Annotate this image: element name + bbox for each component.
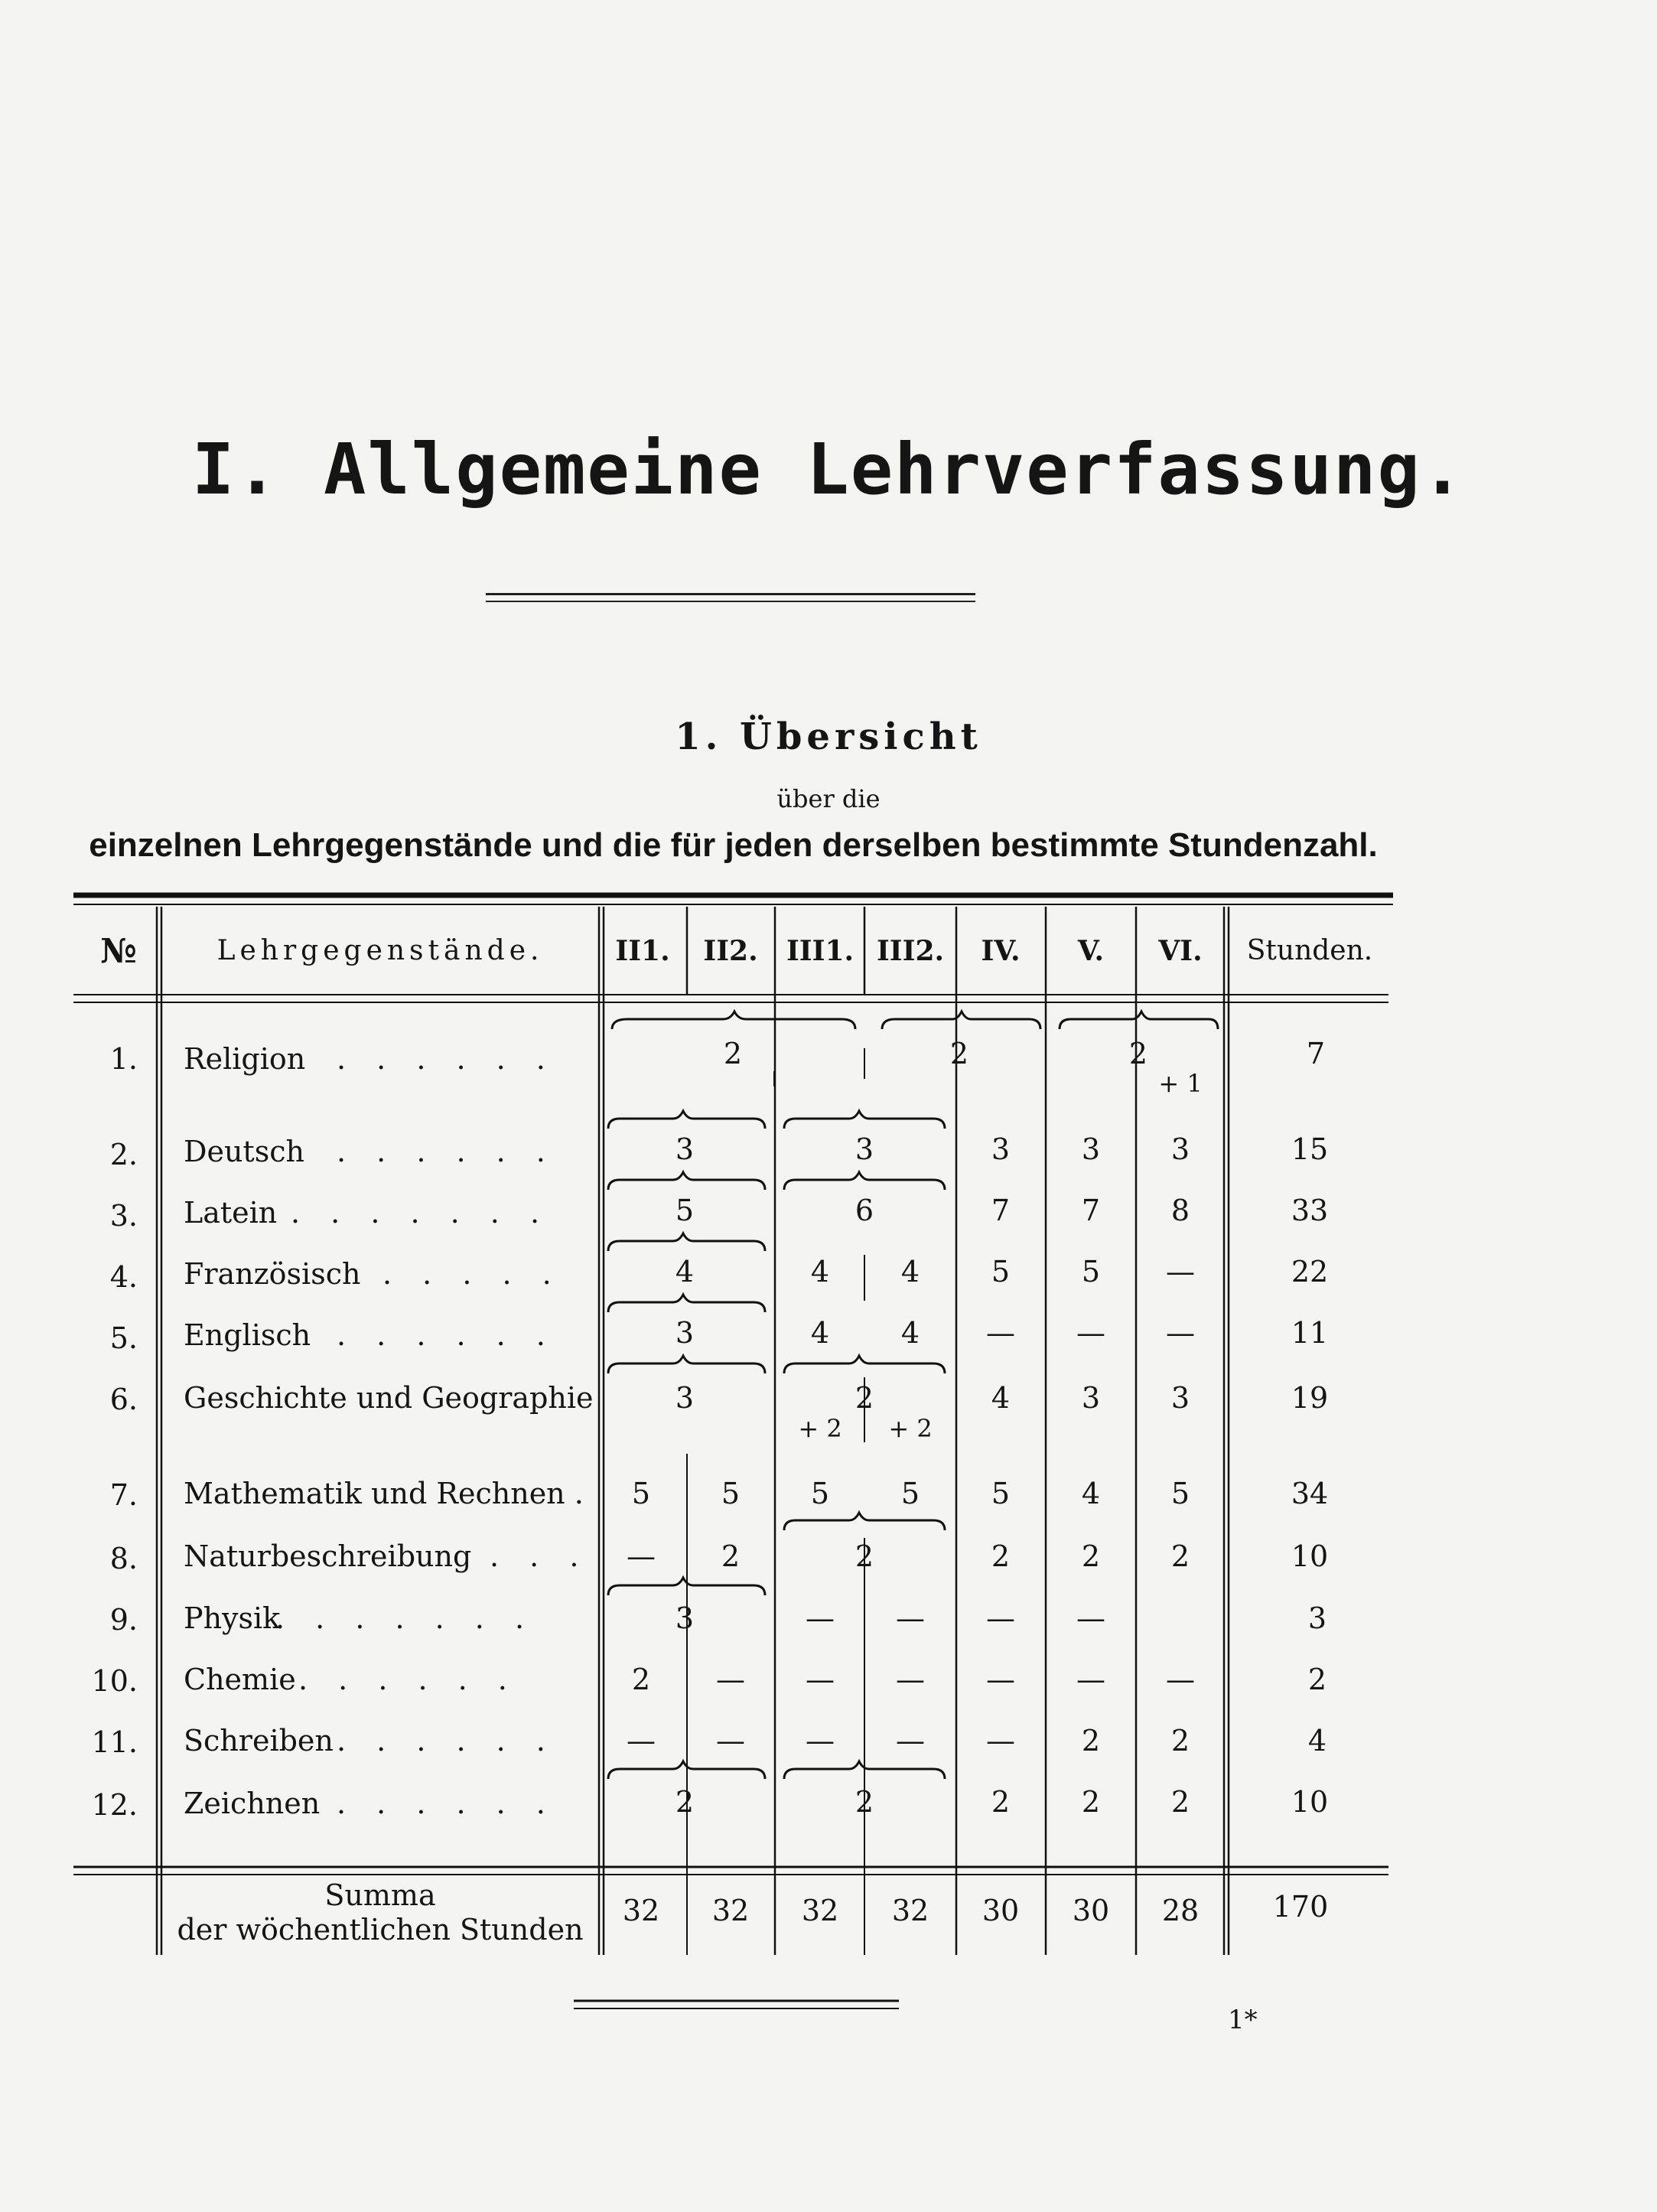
page-number: 1*: [1228, 2005, 1258, 2035]
row-number: 7.: [109, 1478, 138, 1512]
extra-hours: + 2: [888, 1414, 933, 1443]
sum-IV: 30: [982, 1894, 1020, 1927]
row-dots: . . . . . . .: [291, 1196, 551, 1230]
cell-III2: —: [896, 1663, 925, 1696]
section-title: 1. Übersicht: [675, 715, 982, 758]
cell-VI: —: [1166, 1663, 1195, 1696]
cell-VI: 3: [1170, 1381, 1190, 1415]
cell-IV: 4: [991, 1381, 1011, 1415]
merged-cell: 2: [949, 1037, 969, 1070]
row-total: 34: [1291, 1477, 1329, 1510]
header-class-III1: III1.: [786, 935, 855, 967]
section-subtitle-1: über die: [776, 784, 881, 813]
header-total-hours: Stunden.: [1246, 935, 1373, 966]
sum-V: 30: [1072, 1894, 1110, 1927]
merged-cell: 2: [855, 1539, 874, 1573]
cell-II2: —: [716, 1724, 745, 1758]
row-dots: . . .: [490, 1539, 590, 1573]
cell-III1: —: [806, 1663, 835, 1696]
row-total: 3: [1307, 1601, 1327, 1635]
merged-cell: 2: [855, 1381, 874, 1415]
merged-cell: 3: [675, 1132, 695, 1166]
cell-IV: —: [986, 1724, 1015, 1758]
cell-II1: 2: [631, 1663, 651, 1696]
row-dots: . . . . . .: [337, 1787, 556, 1820]
merged-cell: 2: [675, 1785, 695, 1819]
extra-hours: + 2: [798, 1414, 842, 1443]
row-number: 1.: [109, 1042, 138, 1076]
row-total: 33: [1291, 1194, 1329, 1227]
merged-cell: 3: [675, 1381, 695, 1415]
cell-V: 7: [1081, 1194, 1101, 1227]
row-subject: Latein: [184, 1196, 278, 1230]
row-number: 5.: [109, 1321, 138, 1355]
sum-total: 170: [1272, 1890, 1329, 1924]
section-subtitle-2: einzelnen Lehrgegenstände und die für jeden derselben bestimmte Stundenzahl.: [89, 826, 1378, 864]
row-total: 10: [1291, 1785, 1329, 1819]
merged-cell: 3: [675, 1601, 695, 1635]
row-subject: Religion: [184, 1042, 306, 1076]
cell-II1: —: [627, 1539, 656, 1573]
row-dots: . . . . .: [383, 1257, 562, 1291]
cell-VI: 2: [1170, 1785, 1190, 1819]
row-number: 2.: [109, 1138, 138, 1171]
row-total: 2: [1307, 1663, 1327, 1696]
cell-V: —: [1076, 1663, 1105, 1696]
cell-V: 5: [1081, 1255, 1101, 1288]
cell-VI: 3: [1170, 1132, 1190, 1166]
row-number: 4.: [109, 1260, 138, 1294]
cell-II2: —: [716, 1663, 745, 1696]
header-subject: Lehrgegenstände.: [216, 935, 544, 966]
row-subject: Chemie: [184, 1663, 296, 1696]
cell-IV: 2: [991, 1785, 1011, 1819]
cell-III1: 4: [810, 1255, 830, 1288]
cell-II2: 2: [721, 1539, 741, 1573]
cell-IV: —: [986, 1601, 1015, 1635]
cell-III1: 5: [810, 1477, 830, 1510]
row-number: 6.: [109, 1383, 138, 1416]
sum-label-sub: der wöchentlichen Stunden: [177, 1913, 584, 1946]
header-class-III2: III2.: [876, 935, 945, 967]
row-number: 11.: [91, 1725, 138, 1759]
cell-VI: —: [1166, 1316, 1195, 1350]
cell-IV: —: [986, 1316, 1015, 1350]
cell-III2: —: [896, 1724, 925, 1758]
header-number: №: [100, 932, 137, 971]
sum-III2: 32: [891, 1894, 929, 1927]
cell-III2: 4: [900, 1316, 920, 1350]
row-subject: Naturbeschreibung: [184, 1539, 472, 1573]
extra-hours: + 1: [1158, 1069, 1203, 1098]
row-number: 10.: [91, 1664, 138, 1698]
cell-VI: —: [1166, 1255, 1195, 1288]
cell-IV: 5: [991, 1477, 1011, 1510]
header-class-II1: II1.: [615, 935, 670, 967]
cell-II2: 5: [721, 1477, 741, 1510]
row-total: 10: [1291, 1539, 1329, 1573]
row-number: 8.: [109, 1542, 138, 1575]
sum-II1: 32: [622, 1894, 660, 1927]
header-class-VI: VI.: [1158, 935, 1203, 967]
cell-III2: 5: [900, 1477, 920, 1510]
row-number: 3.: [109, 1199, 138, 1233]
row-subject: Physik: [184, 1601, 281, 1635]
row-number: 12.: [91, 1788, 138, 1822]
row-subject: Deutsch: [184, 1135, 304, 1168]
cell-III1: 4: [810, 1316, 830, 1350]
row-dots: . . . . . .: [337, 1042, 556, 1076]
row-dots: . . . . . .: [298, 1663, 518, 1696]
merged-cell: 6: [855, 1194, 874, 1227]
cell-V: 2: [1081, 1785, 1101, 1819]
row-total: 15: [1291, 1132, 1329, 1166]
row-subject: Geschichte und Geographie: [184, 1381, 594, 1415]
header-class-II2: II2.: [703, 935, 758, 967]
cell-VI: 2: [1170, 1539, 1190, 1573]
merged-cell: 5: [675, 1194, 695, 1227]
cell-IV: 3: [991, 1132, 1011, 1166]
cell-V: 2: [1081, 1539, 1101, 1573]
row-dots: . . . . . . .: [275, 1601, 536, 1635]
cell-V: —: [1076, 1316, 1105, 1350]
sum-III1: 32: [801, 1894, 839, 1927]
merged-cell: 4: [675, 1255, 695, 1288]
cell-V: 2: [1081, 1724, 1101, 1758]
sum-VI: 28: [1161, 1894, 1200, 1927]
cell-IV: 2: [991, 1539, 1011, 1573]
row-total: 22: [1291, 1255, 1329, 1288]
row-subject: Schreiben: [184, 1724, 334, 1758]
row-total: 19: [1291, 1381, 1329, 1415]
cell-V: 3: [1081, 1132, 1101, 1166]
cell-V: —: [1076, 1601, 1105, 1635]
row-subject: Mathematik und Rechnen .: [184, 1477, 584, 1510]
row-total: 7: [1306, 1037, 1326, 1070]
cell-VI: 5: [1170, 1477, 1190, 1510]
row-number: 9.: [109, 1603, 138, 1637]
cell-II1: —: [627, 1724, 656, 1758]
row-dots: . . . . . .: [337, 1724, 556, 1758]
cell-VI: 2: [1170, 1724, 1190, 1758]
cell-V: 3: [1081, 1381, 1101, 1415]
sum-label: Summa: [324, 1878, 436, 1912]
row-dots: . . . . . .: [337, 1318, 556, 1352]
merged-cell: 3: [675, 1316, 695, 1350]
merged-cell: 2: [723, 1037, 743, 1070]
row-subject: Englisch: [184, 1318, 311, 1352]
cell-IV: 7: [991, 1194, 1011, 1227]
cell-IV: —: [986, 1663, 1015, 1696]
cell-III1: —: [806, 1724, 835, 1758]
cell-III1: —: [806, 1601, 835, 1635]
header-class-V: V.: [1077, 935, 1105, 967]
cell-III2: —: [896, 1601, 925, 1635]
main-title: I. Allgemeine Lehrverfassung.: [191, 428, 1466, 510]
row-dots: . . . . . .: [337, 1135, 556, 1168]
merged-cell: 2: [855, 1785, 874, 1819]
row-subject: Zeichnen: [184, 1787, 321, 1820]
cell-VI: 8: [1170, 1194, 1190, 1227]
merged-cell: 3: [855, 1132, 874, 1166]
row-total: 4: [1307, 1724, 1327, 1758]
cell-IV: 5: [991, 1255, 1011, 1288]
sum-II2: 32: [711, 1894, 750, 1927]
header-class-IV: IV.: [981, 935, 1021, 967]
cell-III2: 4: [900, 1255, 920, 1288]
row-total: 11: [1291, 1316, 1329, 1350]
row-subject: Französisch: [184, 1257, 361, 1291]
cell-II1: 5: [631, 1477, 651, 1510]
cell-V: 4: [1081, 1477, 1101, 1510]
merged-cell: 2: [1128, 1037, 1148, 1070]
